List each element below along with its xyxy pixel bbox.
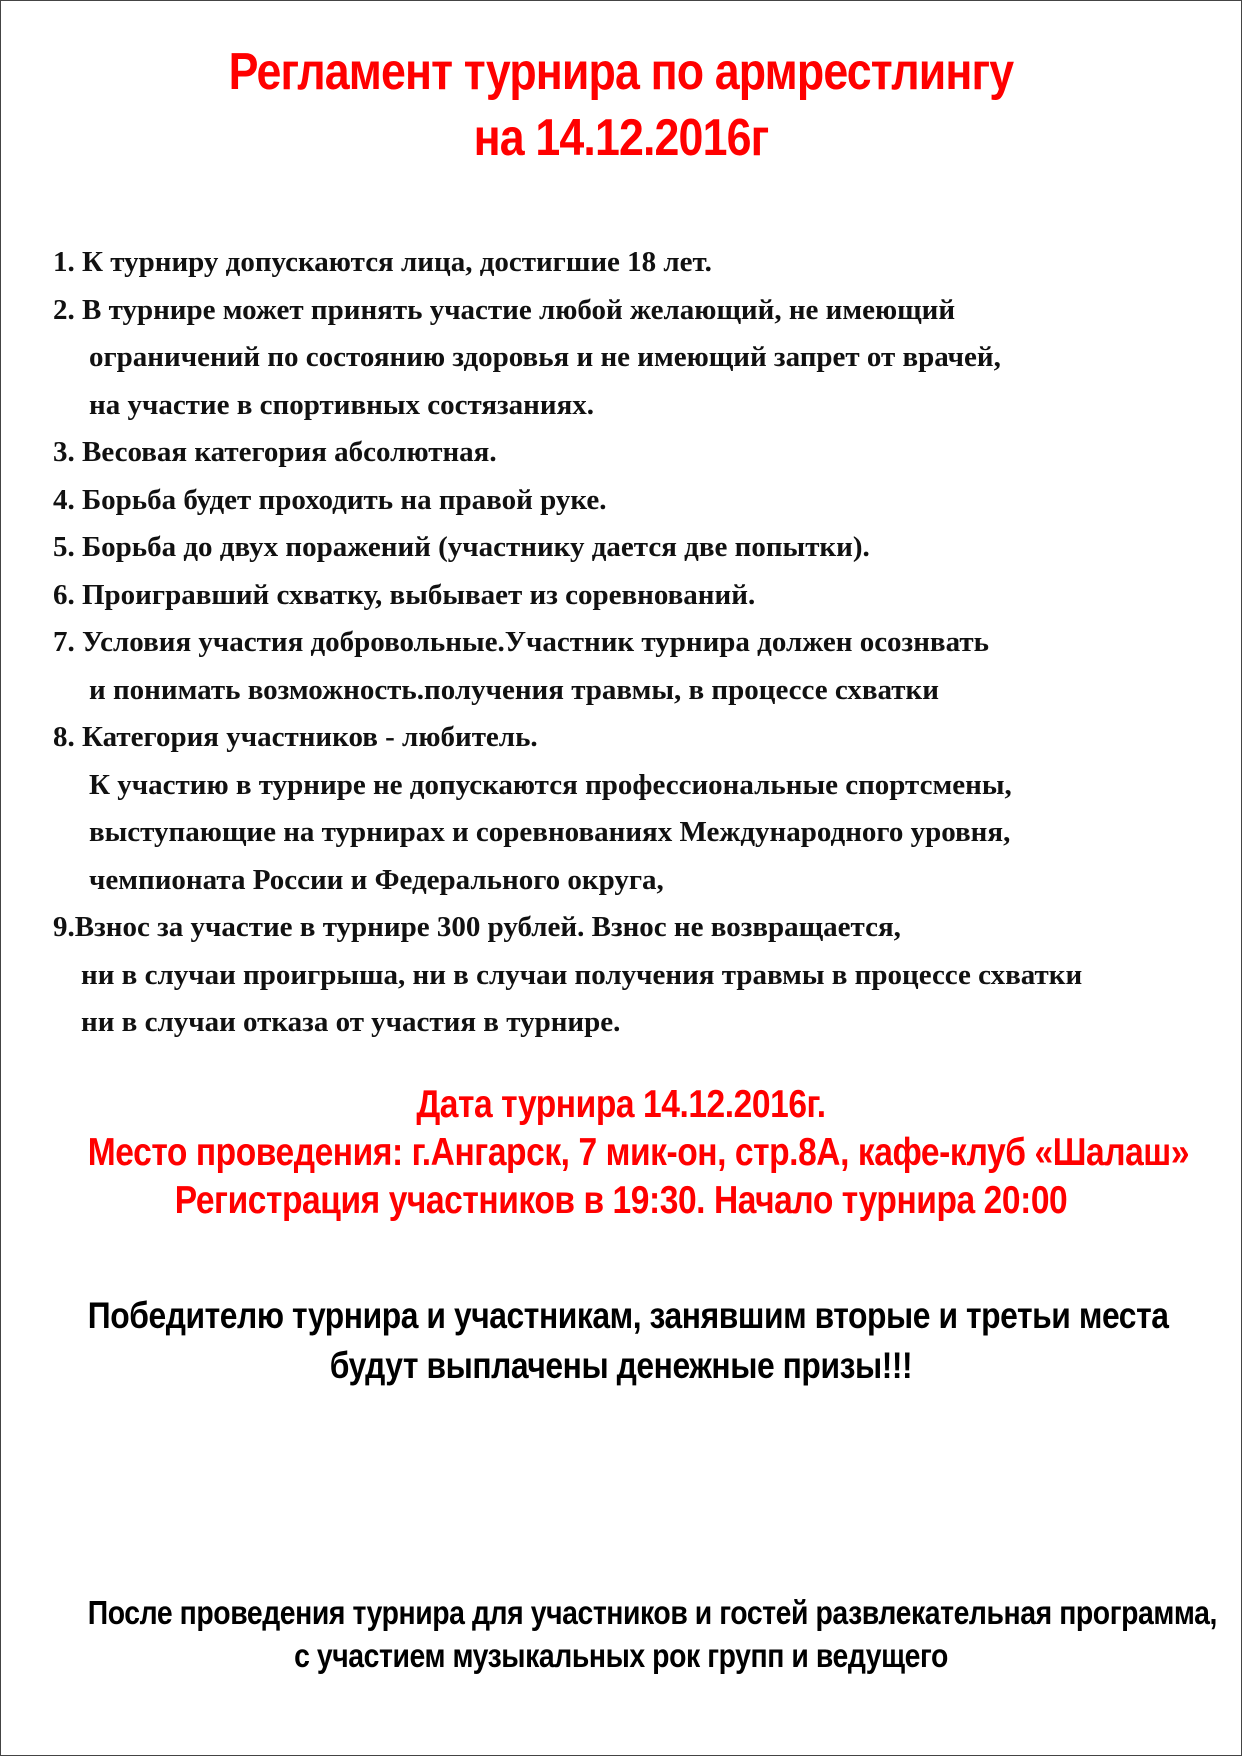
title-line-2: на 14.12.2016г — [473, 109, 769, 167]
title-line-1: Регламент турнира по армрестлингу — [228, 43, 1014, 101]
rule-8-cont-3: чемпионата России и Федерального округа, — [89, 863, 664, 896]
rule-8-cont-1: К участию в турнире не допускаются профессиональные спортсмены, — [89, 768, 1012, 801]
after-line-2: с участием музыкальных рок групп и ведущего — [294, 1637, 948, 1674]
rule-2-cont-1: ограничений по состоянию здоровья и не имеющий запрет от врачей, — [89, 341, 1001, 373]
rule-7-cont: и понимать возможность.получения травмы, в процессе схватки — [89, 673, 939, 706]
after-program — [87, 1591, 1217, 1677]
rule-2-cont-2: на участие в спортивных состязаниях. — [89, 388, 595, 421]
rule-1: 1. К турниру допускаются лица, достигшие 18 лет. — [53, 246, 712, 278]
rule-9-cont-1: ни в случаи проигрыша, ни в случаи получения травмы в процессе схватки — [81, 958, 1083, 991]
rule-9: 9.Взнос за участие в турнире 300 рублей. Взнос не возвращается, — [53, 911, 901, 943]
event-info — [87, 1081, 1190, 1225]
rule-3: 3. Весовая категория абсолютная. — [53, 436, 497, 468]
prize-announcement — [87, 1291, 1169, 1391]
rule-8-cont-2: выступающие на турнирах и соревнованиях Международного уровня, — [89, 816, 1011, 848]
event-place: Место проведения: г.Ангарск, 7 мик-он, стр.8А, кафе-клуб «Шалаш» — [87, 1131, 1190, 1174]
prize-line-1: Победителю турнира и участникам, занявшим вторые и третьи места — [87, 1295, 1169, 1336]
rule-4: 4. Борьба будет проходить на правой руке. — [53, 483, 607, 516]
event-time: Регистрация участников в 19:30. Начало турнира 20:00 — [174, 1179, 1068, 1222]
rule-8: 8. Категория участников - любитель. — [53, 721, 538, 753]
page-title — [88, 39, 1154, 171]
rule-6: 6. Проигравший схватку, выбывает из соревнований. — [53, 578, 756, 611]
rule-9-cont-2: ни в случаи отказа от участия в турнире. — [81, 1006, 621, 1038]
prize-line-2: будут выплачены денежные призы!!! — [329, 1345, 913, 1386]
rule-5: 5. Борьба до двух поражений (участнику дается две попытки). — [53, 531, 870, 563]
rule-7: 7. Условия участия добровольные.Участник турнира должен осознвать — [53, 626, 989, 658]
event-date: Дата турнира 14.12.2016г. — [416, 1083, 826, 1126]
rule-2: 2. В турнире может принять участие любой желающий, не имеющий — [53, 293, 956, 326]
rules-list — [53, 239, 1233, 1047]
after-line-1: После проведения турнира для участников и гостей развлекательная программа, — [87, 1594, 1217, 1631]
